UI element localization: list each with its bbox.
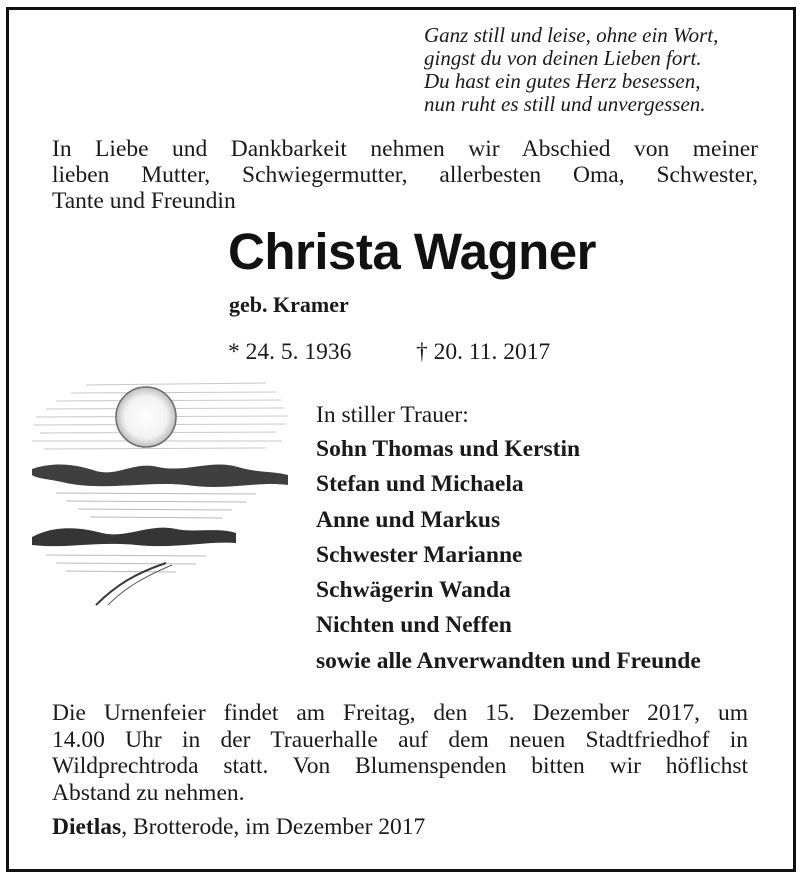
deceased-name: Christa Wagner <box>228 223 597 280</box>
memorial-poem <box>424 24 764 116</box>
funeral-line: Die Urnenfeier findet am Freitag, den 15. Dezember 2017, um <box>52 700 748 726</box>
water-hatching <box>56 493 256 518</box>
death-date: † 20. 11. 2017 <box>416 339 551 365</box>
mourner-entry: Schwester Marianne <box>316 541 523 568</box>
mourner-entry: sowie alle Anverwandten und Freunde <box>316 647 701 674</box>
sunset-landscape-illustration <box>26 373 296 608</box>
path-stroke <box>96 563 166 605</box>
funeral-details <box>52 700 748 806</box>
intro-line: Tante und Freundin <box>52 188 236 214</box>
mourner-entry: Stefan und Michaela <box>316 471 524 498</box>
mourner-entry: Nichten und Neffen <box>316 612 512 639</box>
mourner-entry: Anne und Markus <box>316 506 501 533</box>
poem-line: gingst du von deinen Lieben fort. <box>424 46 702 70</box>
birth-date: * 24. 5. 1936 <box>228 339 352 365</box>
poem-line: Du hast ein gutes Herz besessen, <box>424 69 701 93</box>
mourning-lead: In stiller Trauer: <box>316 402 469 428</box>
place-rest: , Brotterode, im Dezember 2017 <box>121 814 426 840</box>
poem-line: nun ruht es still und unvergessen. <box>424 92 706 116</box>
place-town: Dietlas <box>52 814 122 840</box>
funeral-line: Abstand zu nehmen. <box>52 779 245 806</box>
mourner-entry: Sohn Thomas und Kerstin <box>316 436 581 462</box>
intro-line: lieben Mutter, Schwiegermutter, allerbesten Oma, Schwester, <box>52 162 758 188</box>
funeral-line: 14.00 Uhr in der Trauerhalle auf dem neuen Stadtfriedhof in <box>52 726 748 753</box>
place-and-date <box>52 814 425 841</box>
funeral-line: Wildprechtroda statt. Von Blumenspenden bitten wir höflichst <box>52 753 748 779</box>
shore-hatching <box>46 555 206 572</box>
mourners-block <box>316 398 776 679</box>
intro-line: In Liebe und Dankbarkeit nehmen wir Abschied von meiner <box>52 136 758 162</box>
near-hills <box>32 528 236 547</box>
sun <box>116 387 176 447</box>
poem-line: Ganz still und leise, ohne ein Wort, <box>424 23 719 47</box>
mourner-entry: Schwägerin Wanda <box>316 577 511 604</box>
maiden-name: geb. Kramer <box>229 292 349 317</box>
far-hills <box>32 464 288 487</box>
farewell-intro <box>52 136 758 214</box>
